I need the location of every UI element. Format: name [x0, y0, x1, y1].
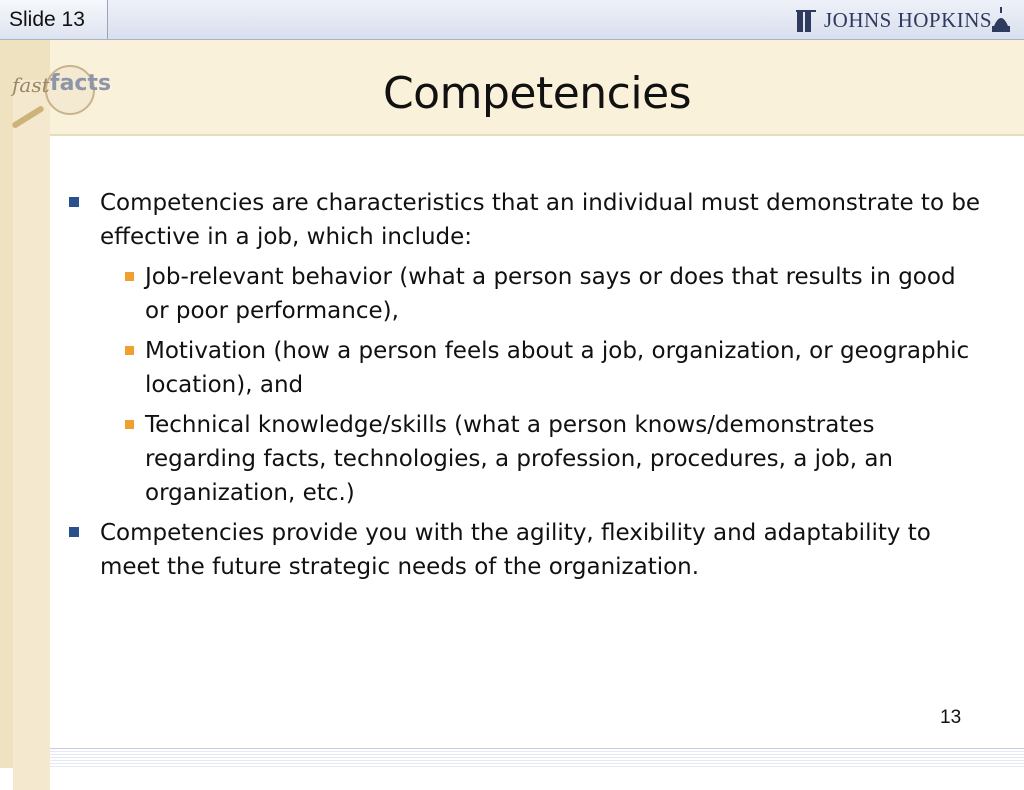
badge-word-fast: fast — [12, 73, 50, 97]
sub-bullet-square-icon — [125, 272, 134, 281]
title-divider — [50, 134, 1024, 136]
sub-bullet-item — [66, 334, 986, 402]
bullet-text: Competencies provide you with the agility, flexibility and adaptability to meet the future strategic needs of the organization. — [100, 520, 931, 580]
slide-label: Slide 13 — [9, 8, 85, 31]
bullet-square-icon — [69, 197, 79, 207]
slide-content — [66, 186, 986, 590]
sub-bullet-text: Job-relevant behavior (what a person says or does that results in good or poor performance), — [145, 264, 956, 324]
bullet-text: Competencies are characteristics that an individual must demonstrate to be effective in a job, which include: — [100, 190, 981, 250]
page-number: 13 — [940, 707, 962, 728]
sub-bullet-item — [66, 260, 986, 328]
sub-bullet-text: Technical knowledge/skills (what a person knows/demonstrates regarding facts, technologies, a profession, procedures, a job, an organization, etc.) — [145, 412, 893, 506]
left-rail — [0, 40, 50, 768]
johns-hopkins-logo — [794, 4, 1014, 36]
bottom-rule — [50, 748, 1024, 769]
hopkins-emblem-icon — [794, 6, 818, 36]
bullet-item — [66, 516, 986, 584]
sub-bullet-list — [66, 260, 986, 510]
slide-title: Competencies — [382, 68, 692, 119]
sub-bullet-square-icon — [125, 346, 134, 355]
top-bar — [0, 0, 1024, 40]
bullet-square-icon — [69, 527, 79, 537]
sub-bullet-square-icon — [125, 420, 134, 429]
sub-bullet-text: Motivation (how a person feels about a job, organization, or geographic location), and — [145, 338, 970, 398]
bullet-item — [66, 186, 986, 254]
slide-tab[interactable] — [0, 0, 108, 39]
sub-bullet-item — [66, 408, 986, 510]
logo-text: JOHNS HOPKINS — [824, 8, 993, 32]
left-rail-inner — [13, 80, 50, 790]
badge-word-facts: facts — [50, 71, 112, 96]
dome-icon — [990, 6, 1012, 36]
